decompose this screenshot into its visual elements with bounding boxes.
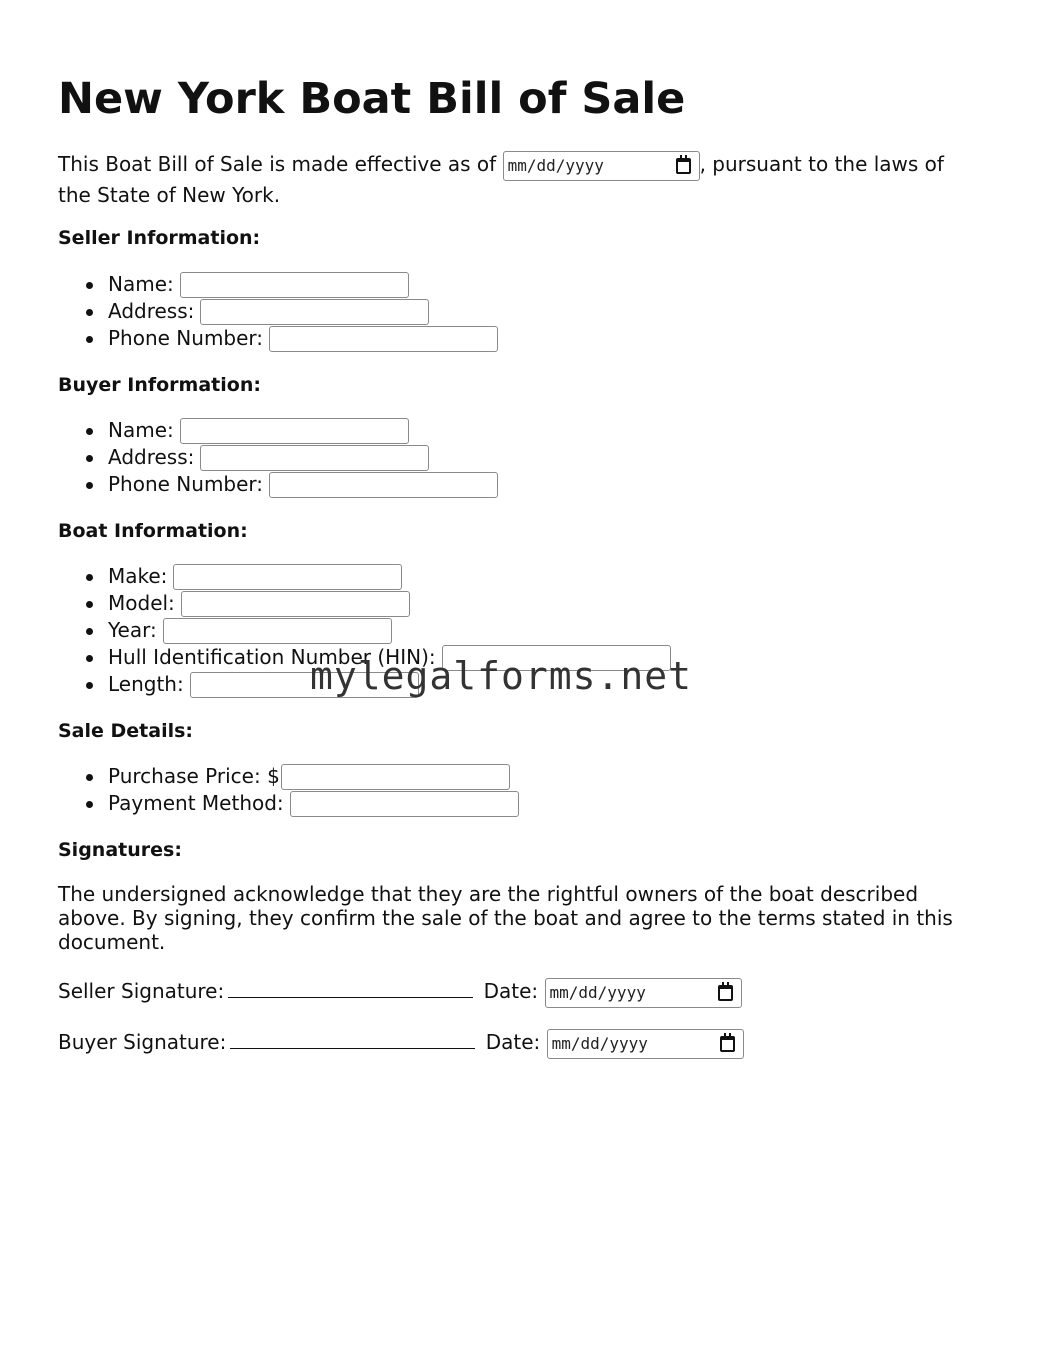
- boat-year-input[interactable]: [163, 618, 392, 644]
- boat-hin-label: Hull Identification Number (HIN):: [108, 645, 436, 669]
- buyer-phone-input[interactable]: [269, 472, 498, 498]
- purchase-price-label: Purchase Price: $: [108, 764, 280, 788]
- list-item: [86, 298, 498, 325]
- list-item: [86, 790, 519, 817]
- page-title: New York Boat Bill of Sale: [58, 74, 686, 124]
- buyer-name-input[interactable]: [180, 418, 409, 444]
- buyer-address-label: Address:: [108, 445, 195, 469]
- signatures-heading: Signatures:: [58, 839, 182, 861]
- boat-length-label: Length:: [108, 672, 184, 696]
- buyer-address-input[interactable]: [200, 445, 429, 471]
- buyer-heading: Buyer Information:: [58, 374, 261, 396]
- sale-fields-list: [86, 763, 519, 817]
- seller-address-label: Address:: [108, 299, 195, 323]
- list-item: [86, 444, 498, 471]
- calendar-icon[interactable]: [676, 158, 691, 174]
- list-item: [86, 325, 498, 352]
- buyer-fields-list: [86, 417, 498, 498]
- list-item: [86, 417, 498, 444]
- buyer-name-label: Name:: [108, 418, 174, 442]
- boat-year-label: Year:: [108, 618, 157, 642]
- list-item: [86, 617, 671, 644]
- list-item: [86, 563, 671, 590]
- calendar-icon[interactable]: [720, 1036, 735, 1052]
- date-placeholder: mm/dd/yyyy: [507, 156, 604, 175]
- seller-signature-line: [58, 976, 742, 1008]
- boat-heading: Boat Information:: [58, 520, 248, 542]
- effective-date-input[interactable]: [503, 151, 700, 181]
- date-placeholder: mm/dd/yyyy: [549, 982, 646, 1002]
- buyer-signature-line: [58, 1027, 744, 1059]
- buyer-phone-label: Phone Number:: [108, 472, 264, 496]
- buyer-date-input[interactable]: [547, 1029, 744, 1059]
- buyer-signature-label: Buyer Signature:: [58, 1030, 227, 1054]
- seller-name-input[interactable]: [180, 272, 409, 298]
- list-item: [86, 271, 498, 298]
- list-item: [86, 590, 671, 617]
- boat-make-input[interactable]: [173, 564, 402, 590]
- payment-method-label: Payment Method:: [108, 791, 284, 815]
- seller-phone-label: Phone Number:: [108, 326, 264, 350]
- seller-signature-blank[interactable]: [228, 977, 473, 998]
- buyer-date-label: Date:: [485, 1030, 541, 1054]
- seller-address-input[interactable]: [200, 299, 429, 325]
- boat-model-input[interactable]: [181, 591, 410, 617]
- seller-phone-input[interactable]: [269, 326, 498, 352]
- list-item: [86, 763, 519, 790]
- acknowledgement-paragraph: The undersigned acknowledge that they are the rightful owners of the boat described above. By signing, they confirm the sale of the boat and agree to the terms stated in this document.: [58, 882, 953, 954]
- boat-make-label: Make:: [108, 564, 168, 588]
- boat-model-label: Model:: [108, 591, 175, 615]
- seller-fields-list: [86, 271, 498, 352]
- seller-date-input[interactable]: [545, 978, 742, 1008]
- buyer-signature-blank[interactable]: [230, 1028, 475, 1049]
- intro-paragraph: [58, 150, 978, 210]
- watermark: mylegalforms.net: [310, 654, 693, 698]
- seller-name-label: Name:: [108, 272, 174, 296]
- list-item: [86, 471, 498, 498]
- payment-method-input[interactable]: [290, 791, 519, 817]
- date-placeholder: mm/dd/yyyy: [551, 1033, 648, 1053]
- seller-signature-label: Seller Signature:: [58, 979, 225, 1003]
- sale-heading: Sale Details:: [58, 720, 194, 742]
- intro-text-before: This Boat Bill of Sale is made effective as of: [58, 152, 503, 176]
- intro-text-after: , pursuant to the laws of the State of New York.: [58, 152, 944, 207]
- calendar-icon[interactable]: [718, 985, 733, 1001]
- purchase-price-input[interactable]: [281, 764, 510, 790]
- seller-heading: Seller Information:: [58, 227, 261, 249]
- seller-date-label: Date:: [483, 979, 539, 1003]
